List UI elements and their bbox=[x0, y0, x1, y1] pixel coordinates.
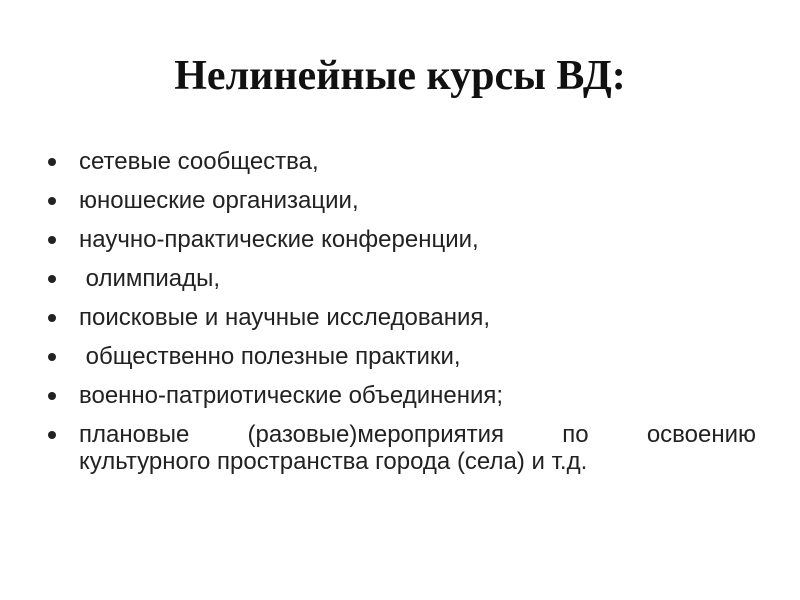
list-item bbox=[40, 265, 756, 292]
list-item-text: общественно полезные практики, bbox=[79, 343, 461, 370]
bullet-dot-icon bbox=[48, 314, 56, 322]
list-item-text: плановые (разовые)мероприятия по освоению культурного пространства города (села) и т.д. bbox=[79, 421, 763, 475]
list-item-text: юношеские организации, bbox=[79, 187, 359, 214]
list-item bbox=[40, 421, 763, 475]
bullet-dot-icon bbox=[48, 158, 56, 166]
bullet-list bbox=[40, 148, 763, 487]
bullet-dot-icon bbox=[48, 197, 56, 205]
list-item-text: военно-патриотические объединения; bbox=[79, 382, 504, 409]
list-item-text: сетевые сообщества, bbox=[79, 148, 319, 175]
list-item bbox=[40, 148, 756, 175]
list-item bbox=[40, 187, 756, 214]
slide-title: Нелинейные курсы ВД: bbox=[174, 53, 626, 99]
list-item bbox=[40, 343, 756, 370]
bullet-dot-icon bbox=[48, 353, 56, 361]
bullet-dot-icon bbox=[48, 236, 56, 244]
list-item bbox=[40, 226, 756, 253]
bullet-dot-icon bbox=[48, 431, 56, 439]
list-item-text: олимпиады, bbox=[79, 265, 221, 292]
bullet-dot-icon bbox=[48, 392, 56, 400]
list-item bbox=[40, 382, 756, 409]
bullet-dot-icon bbox=[48, 275, 56, 283]
list-item bbox=[40, 304, 756, 331]
list-item-text: поисковые и научные исследования, bbox=[79, 304, 491, 331]
list-item-text: научно-практические конференции, bbox=[79, 226, 479, 253]
